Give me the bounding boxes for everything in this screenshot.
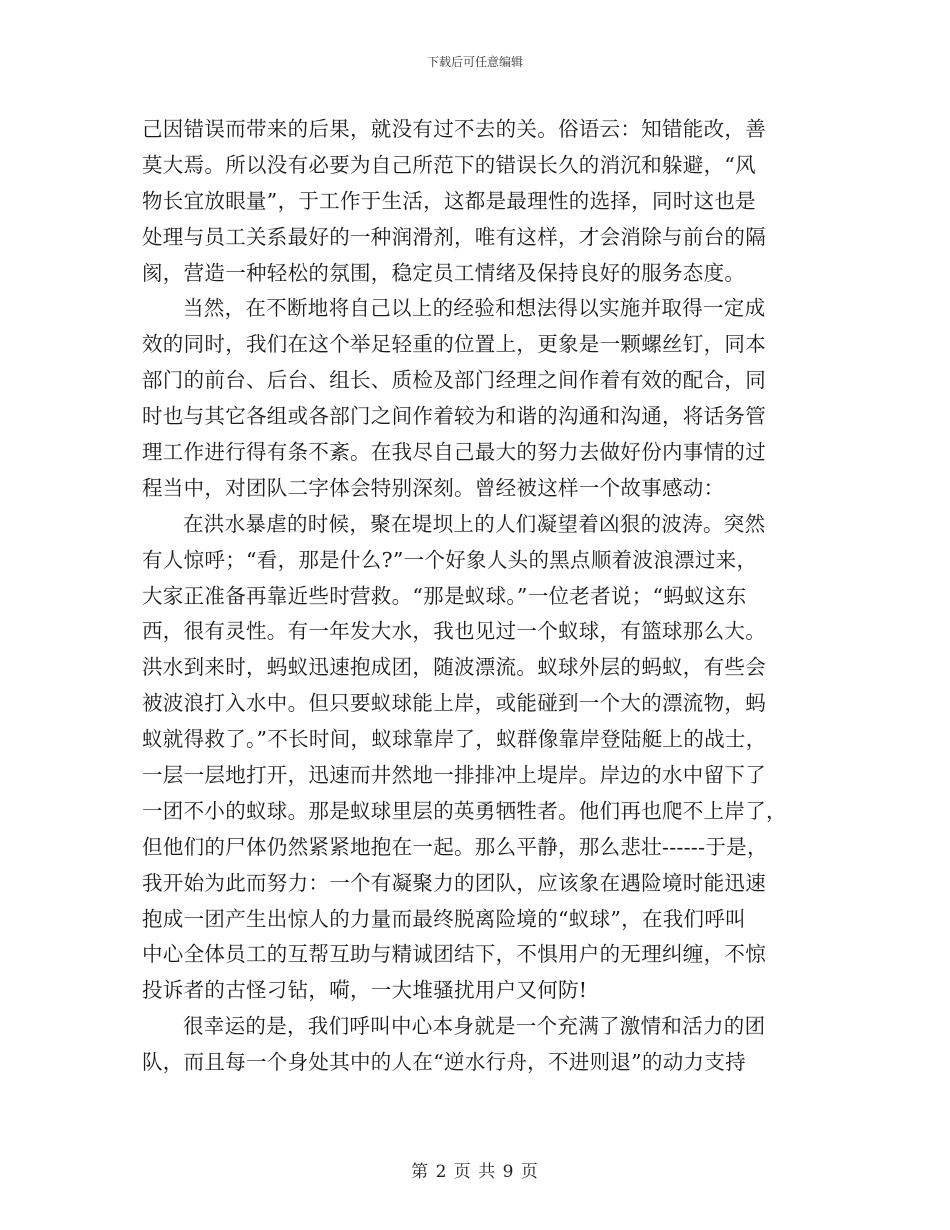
text-line: 部门的前台、后台、组长、质检及部门经理之间作着有效的配合，同 (142, 368, 766, 393)
text-line: 投诉者的古怪刁钻，嗬，一大堆骚扰用户又何防! (142, 978, 588, 1003)
text-line: 被波浪打入水中。但只要蚁球能上岸，或能碰到一个大的漂流物，蚂 (142, 691, 766, 716)
text-line: 莫大焉。所以没有必要为自己所范下的错误长久的消沉和躲避，“风 (142, 152, 756, 177)
text-line: 有人惊呼；“看，那是什么?”一个好象人头的黑点顺着波浪漂过来， (142, 547, 758, 572)
text-line: 一团不小的蚁球。那是蚁球里层的英勇牺牲者。他们再也爬不上岸了， (142, 798, 787, 823)
text-line: 程当中，对团队二字体会特别深刻。曾经被这样一个故事感动： (142, 475, 725, 500)
text-line: 洪水到来时，蚂蚁迅速抱成团，随波漂流。蚁球外层的蚂蚁，有些会 (142, 655, 766, 680)
text-line: 队，而且每一个身处其中的人在“逆水行舟，不进则退”的动力支持 (142, 1050, 746, 1075)
text-line: 处理与员工关系最好的一种润滑剂，唯有这样，才会消除与前台的隔 (142, 224, 766, 249)
text-line: 物长宜放眼量”，于工作于生活，这都是最理性的选择，同时这也是 (142, 188, 756, 213)
text-line: 阂，营造一种轻松的氛围，稳定员工情绪及保持良好的服务态度。 (142, 260, 746, 285)
text-line: 理工作进行得有条不紊。在我尽自己最大的努力去做好份内事情的过 (142, 440, 766, 465)
text-line: 蚁就得救了。”不长时间，蚁球靠岸了，蚁群像靠岸登陆艇上的战士， (142, 727, 767, 752)
text-line: 但他们的尸体仍然紧紧地抱在一起。那么平静，那么悲壮------于是， (142, 834, 768, 859)
text-line: 大家正准备再靠近些时营救。“那是蚁球。”一位老者说；“蚂蚁这东 (142, 583, 747, 608)
paragraph-start-line: 在洪水暴虐的时候，聚在堤坝上的人们凝望着凶狠的波涛。突然 (183, 511, 766, 536)
text-line: 我开始为此而努力：一个有凝聚力的团队，应该象在遇险境时能迅速 (142, 870, 766, 895)
text-line: 时也与其它各组或各部门之间作着较为和谐的沟通和沟通，将话务管 (142, 404, 766, 429)
text-line: 己因错误而带来的后果，就没有过不去的关。俗语云：知错能改，善 (142, 117, 766, 141)
text-line: 抱成一团产生出惊人的力量而最终脱离险境的“蚁球”，在我们呼叫 (142, 906, 746, 931)
body-text (142, 112, 810, 1081)
paragraph-start-line: 很幸运的是，我们呼叫中心本身就是一个充满了激情和活力的团 (183, 1014, 766, 1039)
text-line: 西，很有灵性。有一年发大水，我也见过一个蚁球，有篮球那么大。 (142, 619, 766, 644)
page-number-footer: 第 2 页 共 9 页 (411, 1162, 539, 1182)
text-line: 中心全体员工的互帮互助与精诚团结下，不惧用户的无理纠缠，不惊 (142, 942, 766, 967)
text-line: 一层一层地打开，迅速而井然地一排排冲上堤岸。岸边的水中留下了 (142, 763, 766, 788)
text-line: 效的同时，我们在这个举足轻重的位置上，更象是一颗螺丝钉，同本 (142, 332, 766, 357)
page-header: 下载后可任意编辑 (426, 55, 523, 69)
paragraph-start-line: 当然，在不断地将自己以上的经验和想法得以实施并取得一定成 (183, 296, 766, 321)
